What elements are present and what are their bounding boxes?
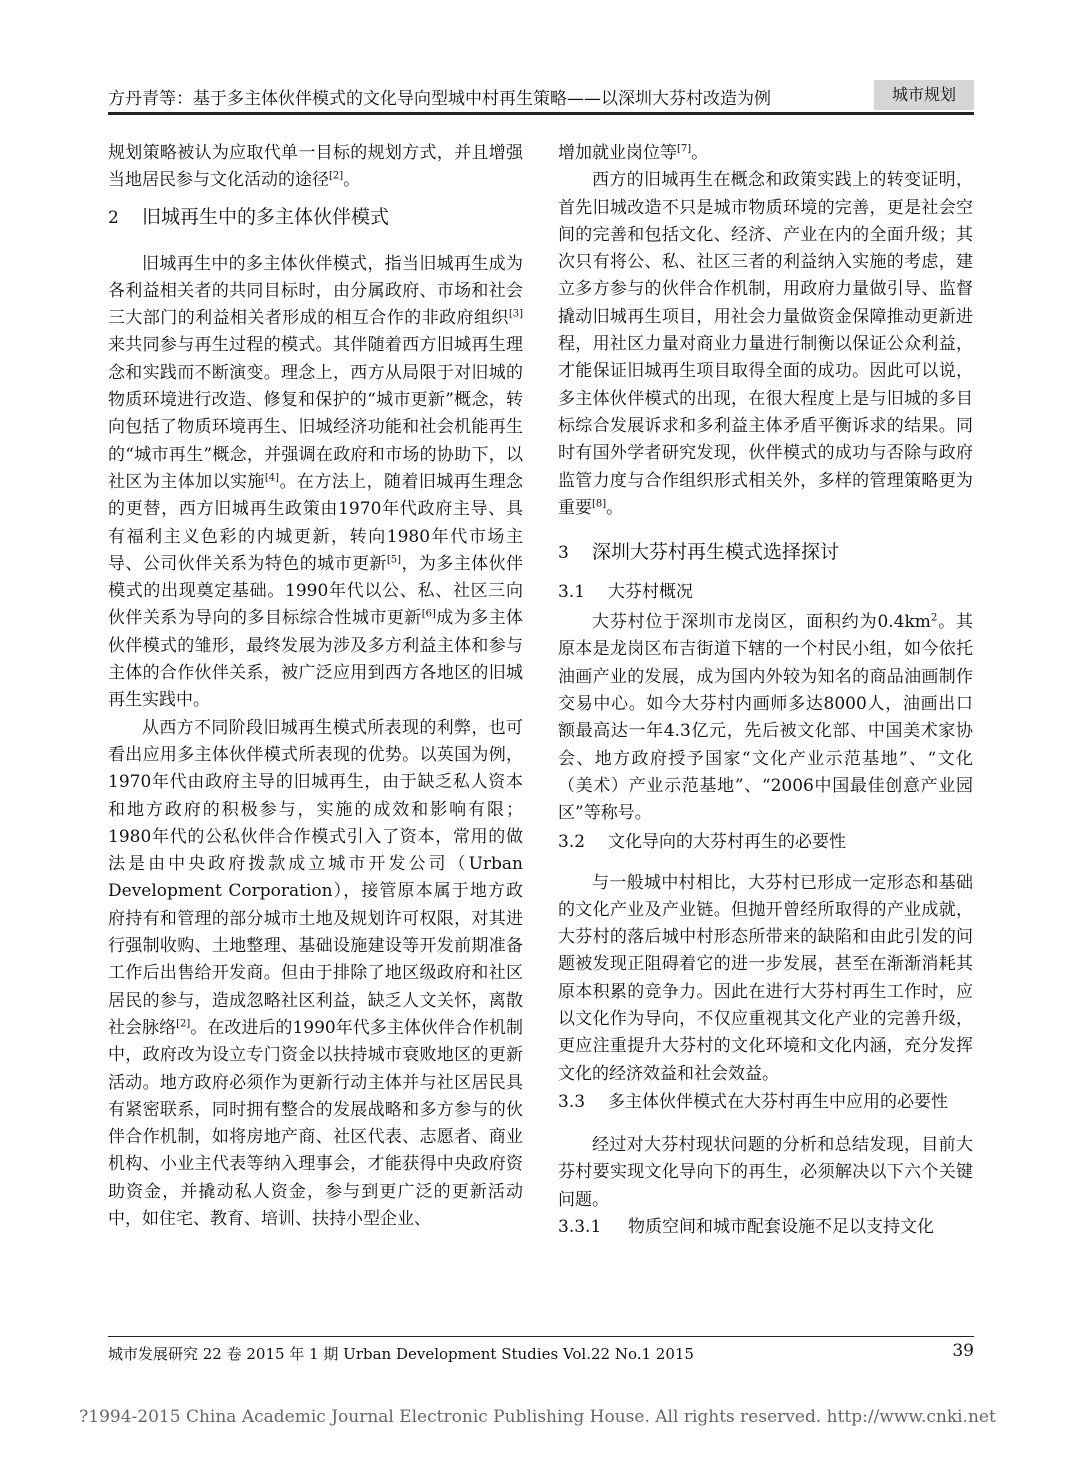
- left-column: [108, 140, 523, 1233]
- paragraph: 大芬村位于深圳市龙岗区，面积约为$0.4km^2$。其原本是龙岗区布吉街道下辖的一个村民小组，如今依托油画产业的发展，成为国内外较为知名的商品油画制作交易中心。如今大芬村内画师多达8000人，油画出口额最高达一年4.3亿元，先后被文化部、中国美术家协会、地方政府授予国家“文化产业示范基地”、“文化（美术）产业示范基地”、“2006中国最佳创意产业园区”等称号。: [558, 612, 973, 824]
- running-header-title: 方丹青等：基于多主体伙伴模式的文化导向型城中村再生策略——以深圳大芬村改造为例: [108, 89, 771, 109]
- citation[interactable]: [3]: [508, 308, 523, 320]
- section-heading-3: [558, 538, 973, 566]
- citation[interactable]: [7]: [677, 143, 692, 155]
- paragraph: 旧城再生中的多主体伙伴模式，指当旧城再生成为各利益相关者的共同目标时，由分属政府、市场和社会三大部门的利益相关者形成的相互合作的非政府组织[3]来共同参与再生过程的模式。其伴随着西方旧城再生理念和实践而不断演变。理念上，西方从局限于对旧城的物质环境进行改造、修复和保护的“城市更新”概念，转向包括了物质环境再生、旧城经济功能和社会机能再生的“城市再生”概念，并强调在政府和市场的协助下，以社区为主体加以实施[4]。在方法上，随着旧城再生理念的更替，西方旧城再生政策由1970年代政府主导、具有福利主义色彩的内城更新，转向1980年代市场主导、公司伙伴关系为特色的城市更新[5]，为多主体伙伴模式的出现奠定基础。1990年代以公、私、社区三向伙伴关系为导向的多目标综合性城市更新[6]成为多主体伙伴模式的雏形，最终发展为涉及多方利益主体和参与主体的合作伙伴关系，被广泛应用到西方各地区的旧城再生实践中。: [108, 253, 524, 711]
- section-number: 2: [108, 207, 119, 228]
- section-badge: 城市规划: [874, 80, 974, 110]
- subsection-title: 文化导向的大芬村再生的必要性: [608, 831, 846, 852]
- paragraph: 与一般城中村相比，大芬村已形成一定形态和基础的文化产业及产业链。但抛开曾经所取得的产业成就，大芬村的落后城中村形态所带来的缺陷和由此引发的问题被发现正阻碍着它的进一步发展，甚至在渐渐消耗其原本积累的竞争力。因此在进行大芬村再生工作时，应以文化作为导向，不仅应重视其文化产业的完善升级，更应注重提升大芬村的文化环境和文化内涵，充分发挥文化的经济效益和社会效益。: [558, 872, 973, 1084]
- right-column: [558, 140, 973, 1241]
- subsection-number: 3.3: [558, 1091, 586, 1112]
- copyright-notice: ?1994-2015 China Academic Journal Electronic Publishing House. All rights reserved. http://www.cnki.net: [79, 1407, 996, 1427]
- paragraph: 西方的旧城再生在概念和政策实践上的转变证明，首先旧城改造不只是城市物质环境的完善，更是社会空间的完善和包括文化、经济、产业在内的全面升级；其次只有将公、私、社区三者的利益纳入实施的考虑，建立多方参与的伙伴合作机制，用政府力量做引导、监督撬动旧城再生项目，用社会力量做资金保障推动更新进程，用社区力量对商业力量进行制衡以保证公众利益，才能保证旧城再生项目取得全面的成功。因此可以说，多主体伙伴模式的出现，在很大程度上是与旧城的多目标综合发展诉求和多利益主体矛盾平衡诉求的结果。同时有国外学者研究发现，伙伴模式的成功与否除与政府监管力度与合作组织形式相关外，多样的管理策略更为重要[8]。: [558, 170, 973, 518]
- subsection-heading-3-2: [558, 830, 973, 854]
- subsubsection-number: 3.3.1: [558, 1216, 602, 1237]
- subsection-title: 多主体伙伴模式在大芬村再生中应用的必要性: [608, 1091, 948, 1112]
- citation[interactable]: [2]: [176, 1018, 191, 1030]
- running-footer: [108, 1336, 974, 1365]
- citation[interactable]: [8]: [592, 498, 607, 510]
- section-heading-2: [108, 203, 523, 231]
- paragraph: 经过对大芬村现状问题的分析和总结发现，目前大芬村要实现文化导向下的再生，必须解决以下六个关键问题。: [558, 1134, 973, 1210]
- subsection-heading-3-3: [558, 1090, 973, 1114]
- paragraph: 从西方不同阶段旧城再生模式所表现的利弊，也可看出应用多主体伙伴模式所表现的优势。以英国为例，1970年代由政府主导的旧城再生，由于缺乏私人资本和地方政府的积极参与，实施的成效和影响有限；1980年代的公私伙伴合作模式引入了资本，常用的做法是由中央政府拨款成立城市开发公司（Urban Development Corporation），接管原本属于地方政府持有和管理的部分城市土地及规划许可权限，对其进行强制收购、土地整理、基础设施建设等开发前期准备工作后出售给开发商。但由于排除了地区级政府和社区居民的参与，造成忽略社区利益，缺乏人文关怀，离散社会脉络[2]。在改进后的1990年代多主体伙伴合作机制中，政府改为设立专门资金以扶持城市衰败地区的更新活动。地方政府必须作为更新行动主体并与社区居民具有紧密联系，同时拥有整合的发展战略和多方参与的伙伴合作机制，如将房地产商、社区代表、志愿者、商业机构、小业主代表等纳入理事会，才能获得中央政府资助资金，并撬动私人资金，参与到更广泛的更新活动中，如住宅、教育、培训、扶持小型企业、: [108, 717, 524, 1229]
- subsection-number: 3.2: [558, 831, 586, 852]
- page-number: 39: [952, 1341, 974, 1361]
- paragraph: 增加就业岗位等[7]。: [558, 143, 709, 163]
- citation[interactable]: [5]: [386, 554, 402, 566]
- citation[interactable]: [6]: [421, 608, 436, 620]
- citation[interactable]: [2]: [329, 170, 344, 182]
- subsection-heading-3-1: [558, 580, 973, 605]
- subsubsection-heading-3-3-1: [558, 1214, 973, 1241]
- running-header: [108, 80, 974, 115]
- section-title: 旧城再生中的多主体伙伴模式: [142, 205, 390, 228]
- subsubsection-title: 物质空间和城市配套设施不足以支持文化: [628, 1216, 934, 1237]
- section-title: 深圳大芬村再生模式选择探讨: [592, 541, 840, 564]
- subsection-title: 大芬村概况: [608, 582, 693, 603]
- section-number: 3: [558, 543, 569, 564]
- paragraph: 规划策略被认为应取代单一目标的规划方式，并且增强当地居民参与文化活动的途径[2]。: [108, 143, 523, 191]
- citation[interactable]: [4]: [264, 472, 280, 484]
- subsection-number: 3.1: [558, 582, 586, 603]
- superscript: 2: [930, 612, 938, 624]
- journal-info: 城市发展研究 22 卷 2015 年 1 期 Urban Development Studies Vol.22 No.1 2015: [108, 1345, 694, 1363]
